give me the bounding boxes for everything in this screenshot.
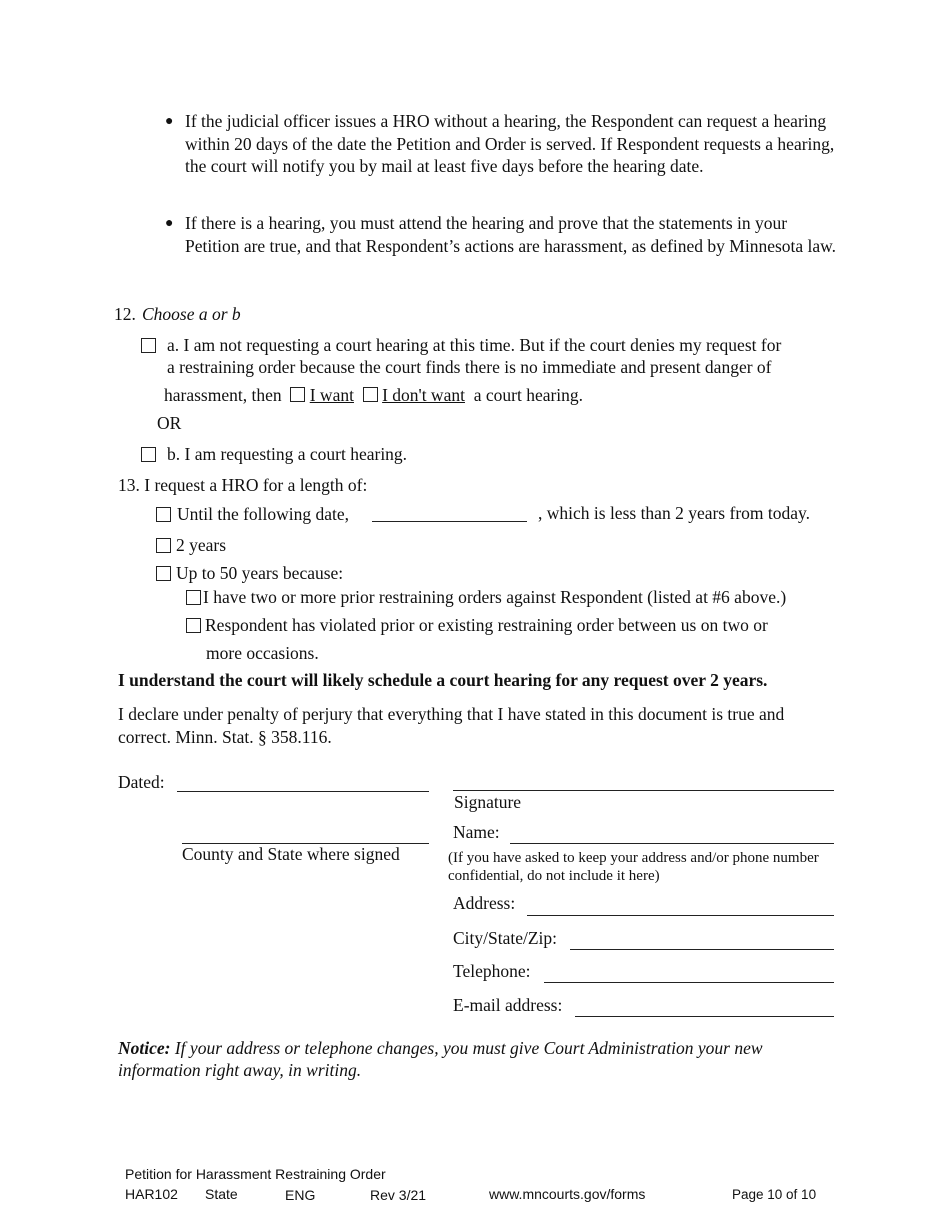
footer-language: ENG bbox=[285, 1187, 316, 1203]
footer-website[interactable]: www.mncourts.gov/forms bbox=[489, 1186, 646, 1202]
notice-text-line1: If your address or telephone changes, you must give Court Administration your new bbox=[174, 1038, 763, 1058]
two-years-checkbox[interactable] bbox=[156, 538, 171, 553]
until-date-suffix: , which is less than 2 years from today. bbox=[538, 503, 811, 523]
signature-label: Signature bbox=[454, 792, 522, 812]
bullet-hearing-request: If the judicial officer issues a HRO without a hearing, the Respondent can request a hearing within 20 days of the date the Petition and Order is served. If Respondent requests a hearing, the court will notify you by mail at least five days before the hearing date. bbox=[185, 111, 835, 176]
option-a-checkbox[interactable] bbox=[141, 338, 156, 353]
footer-page-number: Page 10 of 10 bbox=[732, 1187, 817, 1202]
item12-number: 12. bbox=[114, 304, 136, 324]
footer-form-title: Petition for Harassment Restraining Order bbox=[125, 1166, 386, 1182]
reason1-text: I have two or more prior restraining orders against Respondent (listed at #6 above.) bbox=[203, 587, 787, 607]
option-b-checkbox[interactable] bbox=[141, 447, 156, 462]
dated-field[interactable] bbox=[177, 791, 429, 792]
footer-jurisdiction: State bbox=[205, 1186, 238, 1202]
telephone-label: Telephone: bbox=[453, 961, 531, 981]
county-state-label: County and State where signed bbox=[182, 844, 400, 864]
bullet-attend-hearing: If there is a hearing, you must attend the hearing and prove that the statements in your Petition are true, and that Respondent’s actions are harassment, as defined by Minnesota law. bbox=[185, 213, 837, 256]
until-date-label: Until the following date, bbox=[177, 504, 350, 524]
email-field[interactable] bbox=[575, 1016, 834, 1017]
bold-statement: I understand the court will likely schedule a court hearing for any request over 2 years. bbox=[118, 670, 768, 690]
email-label: E-mail address: bbox=[453, 995, 563, 1015]
notice-text-line2: information right away, in writing. bbox=[118, 1060, 362, 1080]
item13-heading: 13. I request a HRO for a length of: bbox=[118, 475, 368, 495]
until-date-field[interactable] bbox=[372, 521, 527, 522]
until-date-checkbox[interactable] bbox=[156, 507, 171, 522]
i-want-label: I want bbox=[309, 385, 354, 405]
dated-label: Dated: bbox=[118, 772, 165, 792]
footer-form-code: HAR102 bbox=[125, 1186, 178, 1202]
i-want-checkbox[interactable] bbox=[290, 387, 305, 402]
city-state-zip-label: City/State/Zip: bbox=[453, 928, 558, 948]
i-dont-want-checkbox[interactable] bbox=[363, 387, 378, 402]
bullet-dot: ● bbox=[165, 216, 174, 231]
i-dont-want-label: I don't want bbox=[382, 385, 465, 405]
name-label: Name: bbox=[453, 822, 500, 842]
option-b-text: b. I am requesting a court hearing. bbox=[167, 444, 408, 464]
two-years-label: 2 years bbox=[176, 535, 227, 555]
option-a-line2: a restraining order because the court finds there is no immediate and present danger of bbox=[167, 357, 772, 377]
bullet-dot: ● bbox=[165, 114, 174, 129]
declaration-line2: correct. Minn. Stat. § 358.116. bbox=[118, 727, 332, 747]
up-to-50-checkbox[interactable] bbox=[156, 566, 171, 581]
confidential-note-line2: confidential, do not include it here) bbox=[448, 868, 660, 884]
item12-heading: Choose a or b bbox=[142, 304, 241, 324]
reason2-line2: more occasions. bbox=[206, 643, 319, 663]
city-state-zip-field[interactable] bbox=[570, 949, 834, 950]
a-court-hearing-text: a court hearing. bbox=[473, 385, 584, 405]
notice-label: Notice: bbox=[118, 1038, 171, 1058]
or-text: OR bbox=[157, 413, 182, 433]
reason1-checkbox[interactable] bbox=[186, 590, 201, 605]
reason2-line1: Respondent has violated prior or existing restraining order between us on two or bbox=[205, 615, 768, 635]
telephone-field[interactable] bbox=[544, 982, 834, 983]
option-a-line3: harassment, then bbox=[164, 385, 282, 405]
footer-revision: Rev 3/21 bbox=[370, 1187, 427, 1203]
reason2-checkbox[interactable] bbox=[186, 618, 201, 633]
address-label: Address: bbox=[453, 893, 516, 913]
up-to-50-label: Up to 50 years because: bbox=[176, 563, 344, 583]
name-field[interactable] bbox=[510, 843, 834, 844]
confidential-note-line1: (If you have asked to keep your address and/or phone number bbox=[448, 850, 819, 866]
option-a-line1: a. I am not requesting a court hearing at this time. But if the court denies my request for bbox=[167, 335, 782, 355]
declaration-line1: I declare under penalty of perjury that everything that I have stated in this document is true and bbox=[118, 704, 785, 724]
address-field[interactable] bbox=[527, 915, 834, 916]
